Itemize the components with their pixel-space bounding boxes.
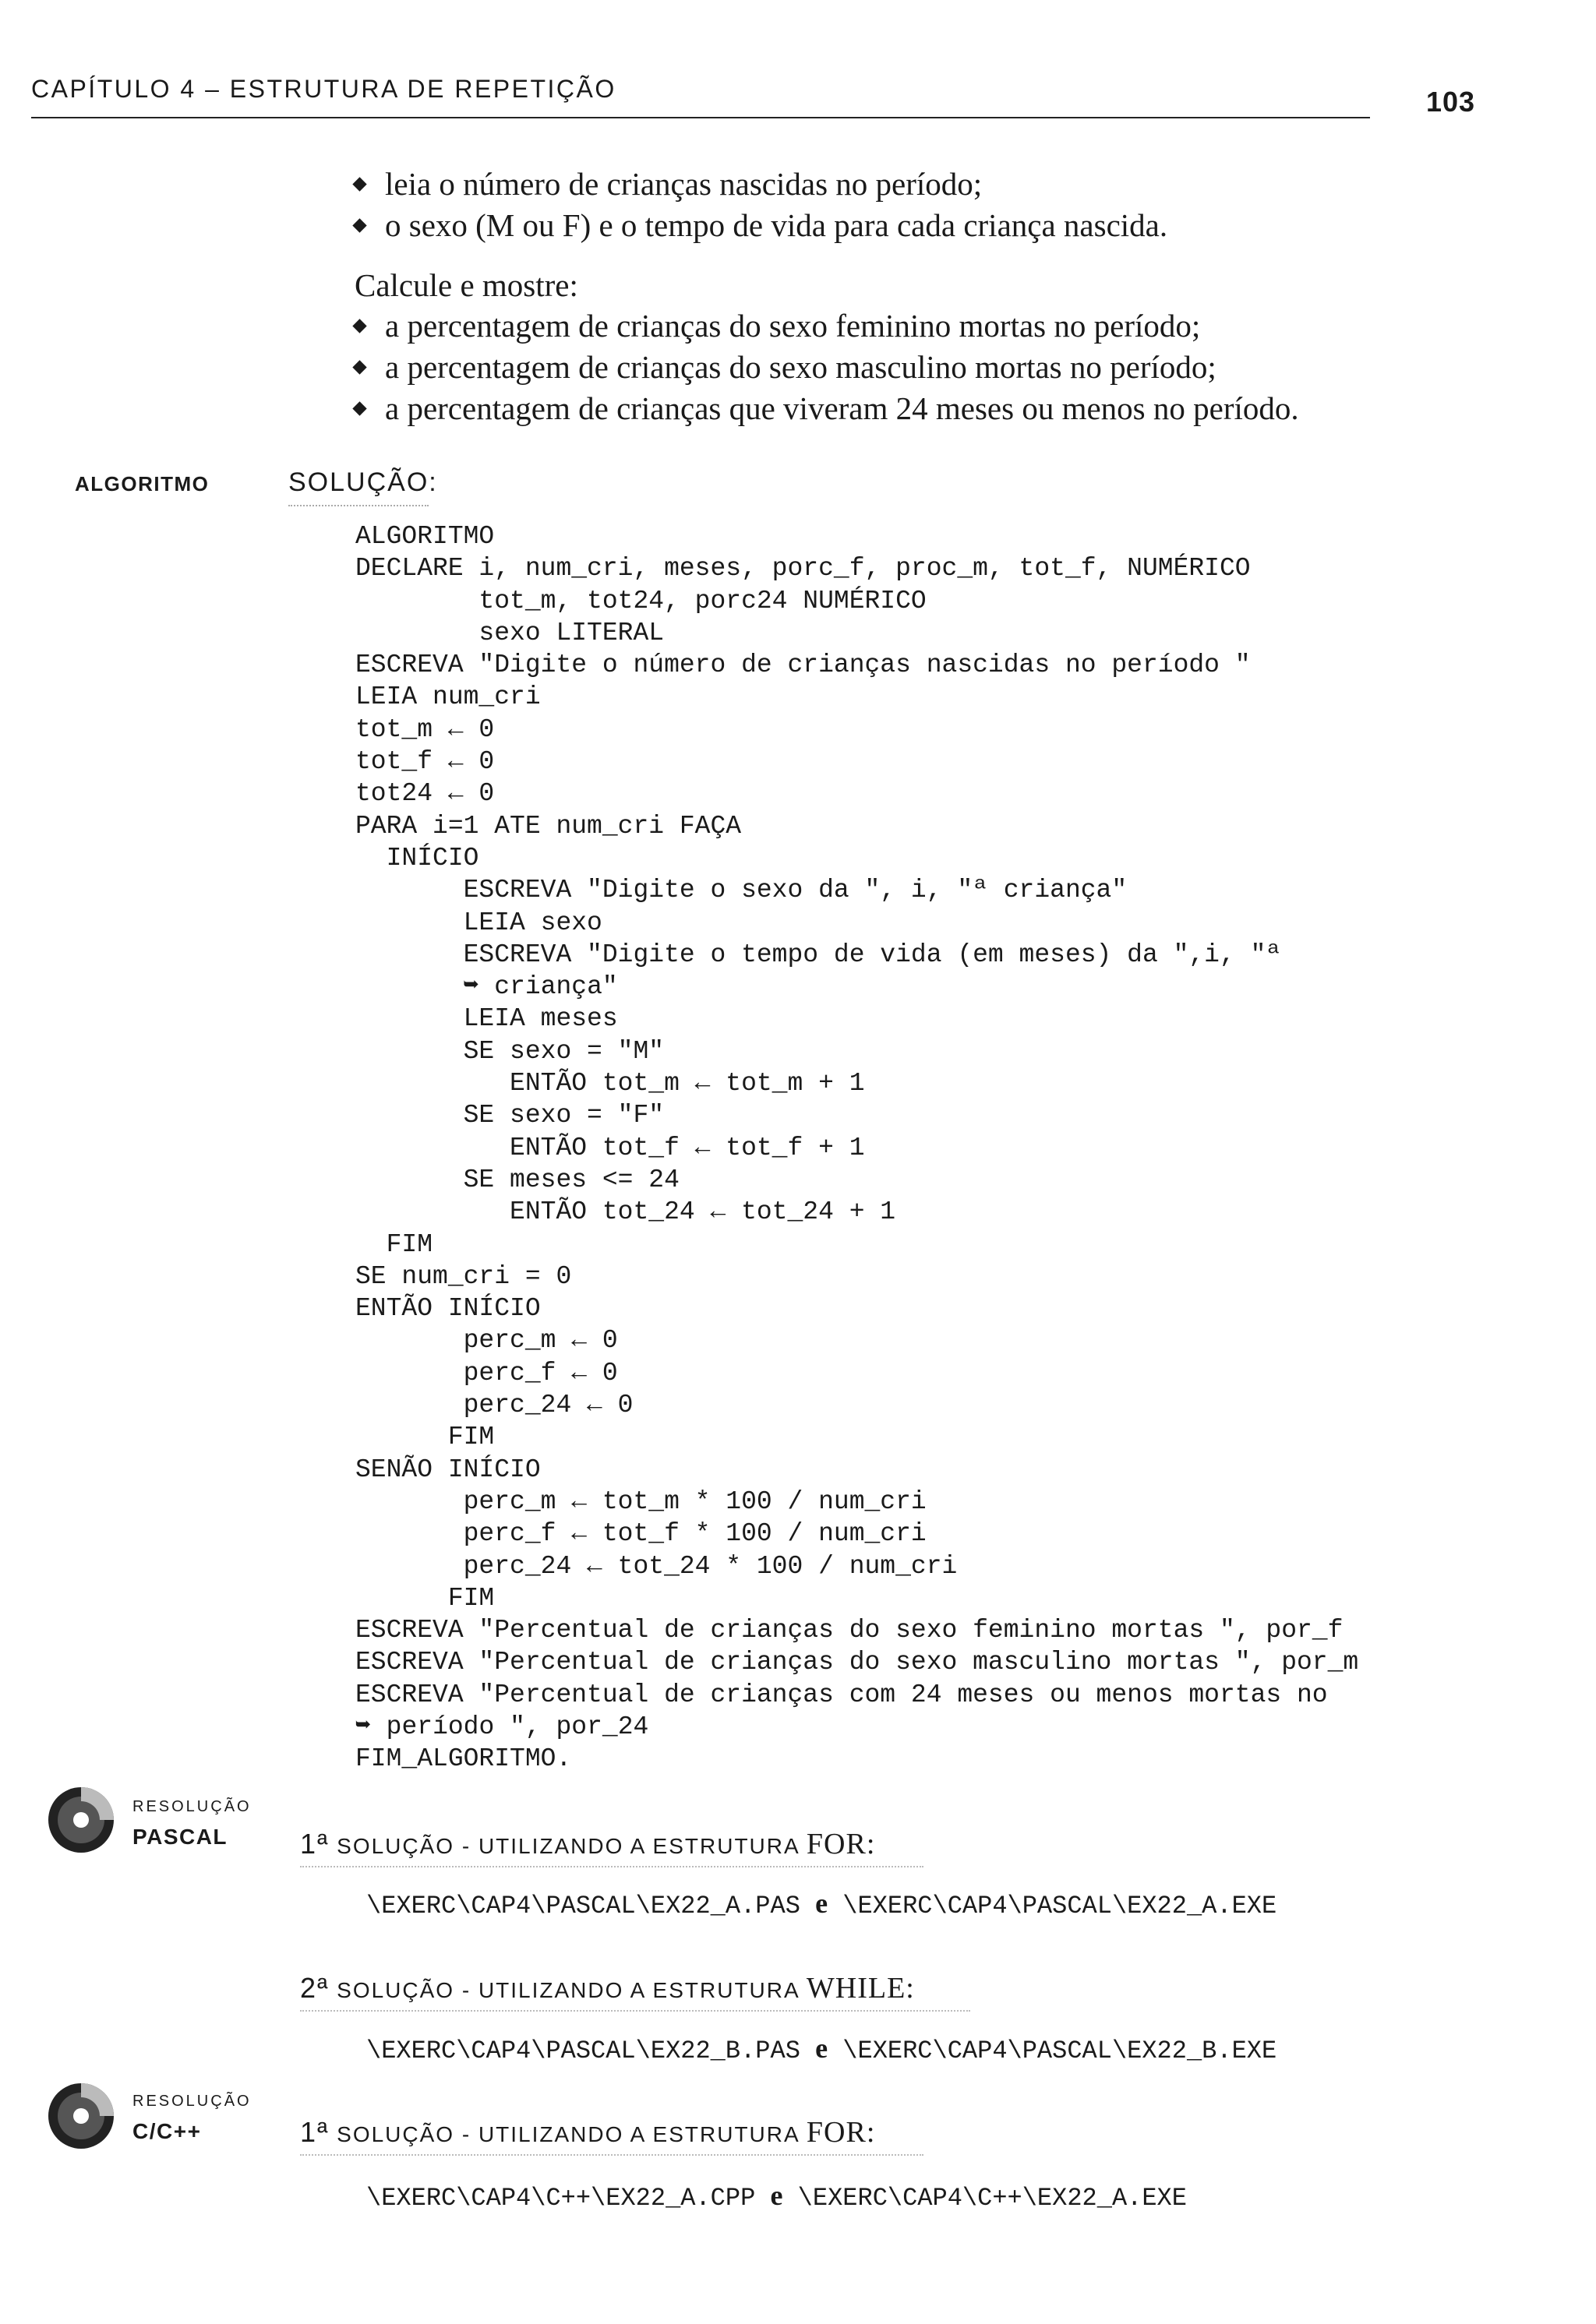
- cpp-resolution-label: RESOLUÇÃO: [132, 2093, 252, 2110]
- structure-keyword: FOR:: [806, 2116, 876, 2149]
- code-line: SE num_cri = 0: [355, 1261, 572, 1291]
- list-item: [355, 305, 1299, 347]
- file-path: \EXERC\CAP4\PASCAL\EX22_B.PAS: [366, 2037, 800, 2065]
- cpp-solution-1-heading: [300, 2115, 875, 2149]
- code-line: SE sexo = "F": [355, 1101, 665, 1130]
- file-path: \EXERC\CAP4\C++\EX22_A.EXE: [797, 2184, 1187, 2213]
- conjunction: e: [815, 2033, 828, 2064]
- chapter-title: CAPÍTULO 4 – ESTRUTURA DE REPETIÇÃO: [31, 75, 616, 103]
- code-line: ALGORITMO: [355, 522, 495, 551]
- cpp-language-label: C/C++: [132, 2119, 202, 2143]
- page-number: 103: [1426, 86, 1476, 118]
- solution-number: 1ª: [300, 1828, 330, 1860]
- code-line: ENTÃO tot_24 ← tot_24 + 1: [355, 1197, 896, 1227]
- bullet-text: a percentagem de crianças do sexo feminino mortas no período;: [385, 308, 1201, 344]
- algorithm-side-label: ALGORITMO: [75, 472, 210, 495]
- code-line: LEIA sexo: [355, 908, 602, 937]
- bullet-text: o sexo (M ou F) e o tempo de vida para cada criança nascida.: [385, 207, 1168, 243]
- list-item: [355, 205, 1167, 246]
- diamond-bullet-icon: [352, 177, 366, 191]
- structure-keyword: WHILE:: [806, 1972, 915, 2005]
- code-line: ESCREVA "Digite o tempo de vida (em meses) da ",i, "ª: [355, 940, 1282, 969]
- code-line: SE meses <= 24: [355, 1165, 680, 1194]
- code-line: PARA i=1 ATE num_cri FAÇA: [355, 811, 742, 841]
- file-path: \EXERC\CAP4\C++\EX22_A.CPP: [366, 2184, 756, 2213]
- file-path: \EXERC\CAP4\PASCAL\EX22_A.EXE: [842, 1892, 1277, 1920]
- code-line: tot_m, tot24, porc24 NUMÉRICO: [355, 586, 927, 615]
- solution-rule: [300, 2154, 923, 2156]
- solution-heading-text: SOLUÇÃO - UTILIZANDO A ESTRUTURA: [337, 1834, 800, 1858]
- code-line: LEIA meses: [355, 1004, 618, 1034]
- code-line: DECLARE i, num_cri, meses, porc_f, proc_m, tot_f, NUMÉRICO: [355, 554, 1251, 584]
- code-line: FIM: [355, 1423, 495, 1452]
- code-line: LEIA num_cri: [355, 682, 541, 712]
- diamond-bullet-icon: [352, 218, 366, 232]
- pseudocode-listing: [355, 520, 1358, 1776]
- code-line: FIM: [355, 1583, 495, 1613]
- solution-rule: [300, 1866, 923, 1867]
- code-line: ESCREVA "Percentual de crianças do sexo masculino mortas ", por_m: [355, 1648, 1359, 1677]
- code-line: perc_f ← tot_f * 100 / num_cri: [355, 1519, 927, 1549]
- pascal-resolution-label: RESOLUÇÃO: [132, 1798, 252, 1815]
- code-line: tot24 ← 0: [355, 779, 495, 809]
- cd-disc-icon: [45, 1784, 117, 1856]
- code-line: ESCREVA "Digite o número de crianças nascidas no período ": [355, 651, 1251, 680]
- code-line: INÍCIO: [355, 843, 479, 873]
- solution-underline: [288, 505, 429, 506]
- file-path: \EXERC\CAP4\PASCAL\EX22_A.PAS: [366, 1892, 800, 1920]
- diamond-bullet-icon: [352, 360, 366, 374]
- pascal-solution-2-files: [366, 2032, 1276, 2065]
- code-line: ENTÃO INÍCIO: [355, 1294, 541, 1324]
- structure-keyword: FOR:: [806, 1828, 876, 1860]
- cd-disc-icon: [45, 2080, 117, 2152]
- solution-rule: [300, 2010, 970, 2012]
- code-line: SE sexo = "M": [355, 1036, 665, 1066]
- solution-number: 2ª: [300, 1972, 330, 2004]
- pascal-language-label: PASCAL: [132, 1825, 228, 1849]
- file-path: \EXERC\CAP4\PASCAL\EX22_B.EXE: [842, 2037, 1277, 2065]
- code-line: FIM: [355, 1229, 433, 1259]
- code-line: ESCREVA "Percentual de crianças com 24 meses ou menos mortas no: [355, 1680, 1328, 1709]
- solution-heading-text: SOLUÇÃO - UTILIZANDO A ESTRUTURA: [337, 2122, 800, 2146]
- calc-bullet-list: [355, 305, 1299, 429]
- header-rule: [31, 117, 1370, 118]
- intro-bullet-list: [355, 164, 1167, 246]
- conjunction: e: [815, 1888, 828, 1919]
- code-line: tot_f ← 0: [355, 747, 495, 777]
- pascal-solution-2-heading: [300, 1971, 915, 2005]
- code-line: ESCREVA "Percentual de crianças do sexo feminino mortas ", por_f: [355, 1616, 1344, 1645]
- code-line: perc_24 ← tot_24 * 100 / num_cri: [355, 1551, 958, 1581]
- pascal-solution-1-files: [366, 1887, 1276, 1920]
- code-line: perc_m ← tot_m * 100 / num_cri: [355, 1486, 927, 1516]
- code-line: sexo LITERAL: [355, 618, 665, 647]
- bullet-text: leia o número de crianças nascidas no período;: [385, 166, 983, 202]
- list-item: [355, 388, 1299, 429]
- code-line: ESCREVA "Digite o sexo da ", i, "ª criança": [355, 876, 1128, 905]
- diamond-bullet-icon: [352, 401, 366, 415]
- bullet-text: a percentagem de crianças que viveram 24 meses ou menos no período.: [385, 390, 1299, 426]
- code-line: perc_f ← 0: [355, 1358, 618, 1388]
- list-item: [355, 347, 1299, 388]
- code-line: tot_m ← 0: [355, 714, 495, 744]
- code-line: ➥ criança": [355, 972, 618, 1002]
- code-line: perc_m ← 0: [355, 1326, 618, 1356]
- code-line: SENÃO INÍCIO: [355, 1455, 541, 1484]
- code-line: ➥ período ", por_24: [355, 1712, 649, 1741]
- solution-number: 1ª: [300, 2116, 330, 2148]
- conjunction: e: [770, 2180, 783, 2211]
- code-line: FIM_ALGORITMO.: [355, 1744, 572, 1774]
- pascal-solution-1-heading: [300, 1827, 875, 1861]
- code-line: ENTÃO tot_m ← tot_m + 1: [355, 1069, 865, 1099]
- cpp-solution-1-files: [366, 2179, 1187, 2213]
- code-line: perc_24 ← 0: [355, 1391, 634, 1420]
- list-item: [355, 164, 1167, 205]
- calc-intro: Calcule e mostre:: [355, 267, 578, 303]
- solution-heading-text: SOLUÇÃO - UTILIZANDO A ESTRUTURA: [337, 1978, 800, 2002]
- diamond-bullet-icon: [352, 319, 366, 333]
- solution-title: SOLUÇÃO:: [288, 467, 438, 497]
- code-line: ENTÃO tot_f ← tot_f + 1: [355, 1133, 865, 1162]
- bullet-text: a percentagem de crianças do sexo masculino mortas no período;: [385, 349, 1216, 385]
